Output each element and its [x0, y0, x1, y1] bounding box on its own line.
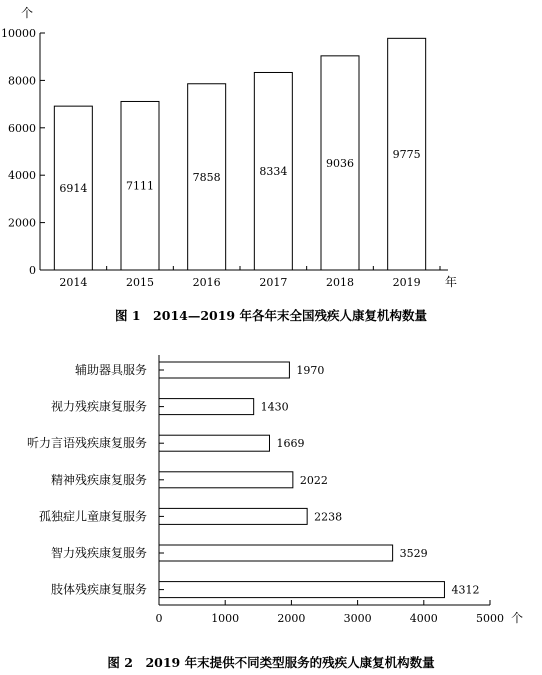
- bar-value-label: 3529: [399, 547, 428, 560]
- x-tick-label: 1000: [211, 612, 240, 625]
- figure-2-caption: 图 2 2019 年末提供不同类型服务的残疾人康复机构数量: [107, 655, 435, 670]
- bar-value-label: 2022: [299, 473, 328, 487]
- category-label: 肢体残疾康复服务: [50, 582, 147, 597]
- category-label: 听力言语残疾康复服务: [26, 436, 147, 451]
- bar-value-label: 9036: [326, 156, 354, 170]
- bar-value-label: 1970: [296, 364, 325, 377]
- bar-value-label: 8334: [259, 165, 288, 179]
- y-axis-unit: 个: [20, 6, 34, 20]
- figure-1-caption: 图 1 2014—2019 年各年末全国残疾人康复机构数量: [115, 308, 427, 323]
- y-tick-label: 6000: [8, 121, 36, 135]
- bar-6: [159, 582, 444, 598]
- bar-value-label: 1669: [276, 437, 305, 451]
- x-tick-label: 3000: [343, 612, 372, 625]
- x-tick-label: 0: [155, 612, 163, 625]
- x-tick-label: 2019: [392, 276, 421, 289]
- bar-4: [159, 508, 307, 524]
- x-tick-label: 5000: [476, 612, 504, 625]
- category-label: 孤独症儿童康复服务: [38, 509, 147, 524]
- y-tick-label: 2000: [8, 216, 36, 230]
- bar-value-label: 9775: [392, 148, 421, 162]
- y-tick-label: 4000: [8, 169, 36, 183]
- y-tick-label: 0: [29, 264, 36, 277]
- bar-value-label: 1430: [260, 400, 289, 414]
- category-label: 辅助器具服务: [74, 363, 147, 377]
- x-tick-label: 2015: [126, 276, 154, 289]
- x-tick-label: 4000: [409, 612, 438, 625]
- bar-2: [159, 435, 269, 451]
- bar-0: [159, 362, 289, 378]
- category-label: 视力残疾康复服务: [50, 399, 147, 414]
- bar-value-label: 7111: [126, 179, 154, 193]
- x-axis-unit: 个: [510, 611, 524, 625]
- category-label: 智力残疾康复服务: [50, 546, 147, 560]
- x-tick-label: 2016: [192, 276, 221, 289]
- bar-3: [159, 472, 293, 488]
- bar-value-label: 2238: [314, 510, 343, 524]
- category-label: 精神残疾康复服务: [50, 472, 147, 487]
- y-tick-label: 10000: [1, 27, 36, 40]
- bar-value-label: 7858: [192, 170, 221, 184]
- bar-value-label: 6914: [59, 182, 88, 196]
- x-tick-label: 2014: [59, 276, 88, 289]
- bar-1: [159, 399, 254, 415]
- y-tick-label: 8000: [8, 74, 36, 88]
- bar-value-label: 4312: [451, 583, 480, 597]
- bar-5: [159, 545, 393, 561]
- x-tick-label: 2017: [259, 276, 288, 289]
- x-axis-unit: 年: [444, 275, 458, 289]
- x-tick-label: 2018: [326, 276, 354, 289]
- x-tick-label: 2000: [277, 612, 306, 625]
